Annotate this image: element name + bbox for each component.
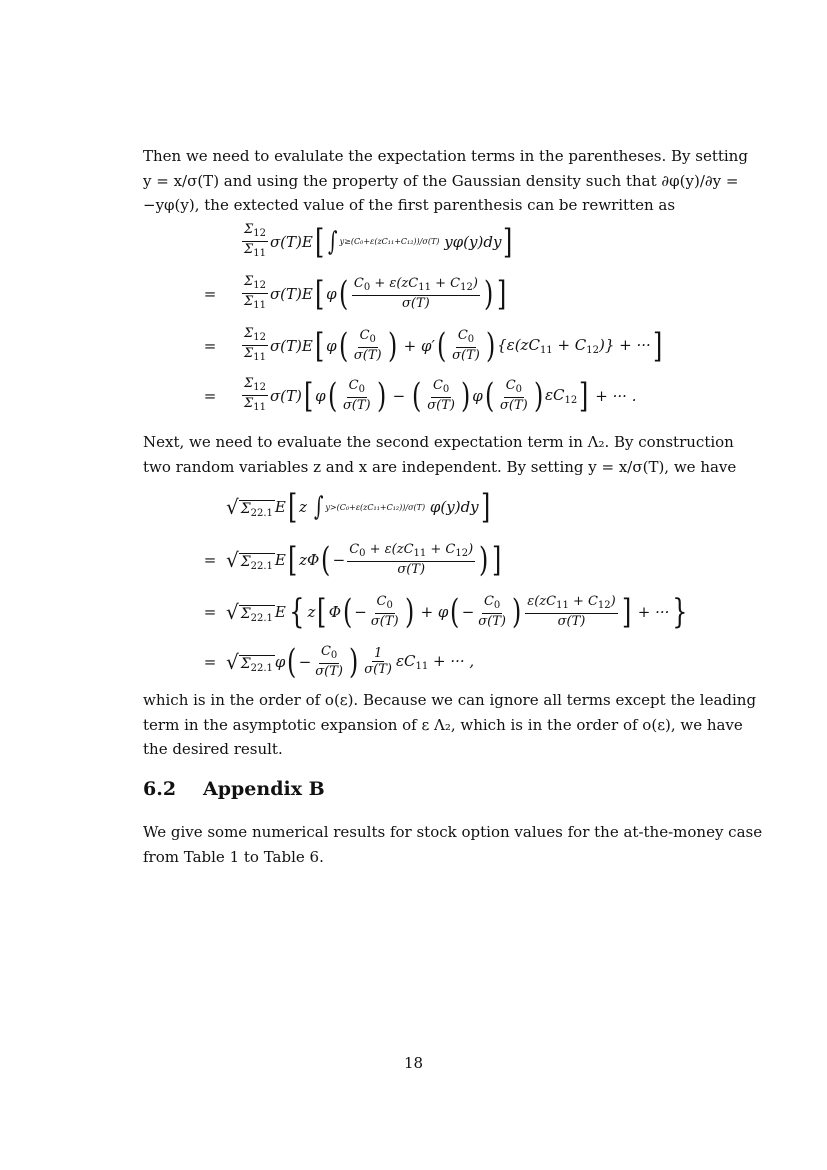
equation-row: = $\frac{\Sigma_{12}}{\Sigma_{11}}$ σ(T)E [ φ ( $\frac{C_0}{\sigma(T)}$ ) + φ′ ( $\frac{C_0}{\sigma(T)}$ ) $\{\varepsilon(zC_{11} + C_{12})\}$ + ··· ] [203, 325, 663, 366]
text-line: −yφ(y), the extected value of the first parenthesis can be rewritten as [143, 196, 676, 214]
equation-row: √ $\Sigma_{22.1}$ E [ z ∫ y>(C₀+ε(zC₁₁+C₁₂))/σ(T) φ(y)dy ] [226, 487, 490, 527]
text-line: Then we need to evalulate the expectation terms in the parentheses. By setting [143, 147, 748, 165]
paragraph-order-conclusion [143, 688, 757, 762]
equation-row: = √ $\Sigma_{22.1}$ φ ( − $\frac{C_0}{\sigma(T)}$ ) $\frac{1}{\sigma(T)}$ $\varepsilon C_{11}$ + ··· , [203, 641, 475, 682]
page-number: 18 [403, 1054, 424, 1072]
text-line: the desired result. [143, 740, 283, 758]
equation-row: = $\frac{\Sigma_{12}}{\Sigma_{11}}$ σ(T) [ φ ( $\frac{C_0}{\sigma(T)}$ ) − ( $\frac{C_0}{\sigma(T)}$ ) φ ( $\frac{C_0}{\sigma(T)}$ ) $\varepsilon C_{12}$ ] + ··· . [203, 375, 637, 416]
section-title: Appendix B [203, 778, 325, 800]
text-line: two random variables z and x are independent. By setting y = x/σ(T), we have [143, 457, 737, 476]
text-line: which is in the order of o(ε). Because we can ignore all terms except the leading [143, 691, 757, 709]
equation-row: = $\frac{\Sigma_{12}}{\Sigma_{11}}$ σ(T)E [ φ ( $\frac{C_0 + \varepsilon(zC_{11} + C_{12})}{\sigma(T)}$ ) ] [203, 273, 507, 314]
text-line: We give some numerical results for stock option values for the at-the-money case [143, 823, 763, 841]
text-line: term in the asymptotic expansion of ε Λ₂, which is in the order of o(ε), we have [143, 715, 743, 734]
section-number: 6.2 [143, 778, 177, 800]
paragraph-expectation-intro [143, 144, 748, 218]
text-line: y = x/σ(T) and using the property of the Gaussian density such that ∂φ(y)/∂y = [143, 171, 739, 190]
equation-row: $\frac{\Sigma_{12}}{\Sigma_{11}}$ σ(T)E [ ∫ y≥(C₀+ε(zC₁₁+C₁₂))/σ(T) yφ(y)dy ] [244, 221, 513, 262]
equation-row: = √ $\Sigma_{22.1}$ E [ zΦ ( − $\frac{C_0 + \varepsilon(zC_{11} + C_{12})}{\sigma(T)}$ ) ] [203, 539, 502, 580]
section-heading [143, 778, 325, 800]
paragraph-numerical-results [143, 820, 763, 869]
paragraph-second-expectation [143, 430, 737, 479]
equation-row: = √ $\Sigma_{22.1}$ E { z [ Φ ( − $\frac{C_0}{\sigma(T)}$ ) + φ ( − $\frac{C_0}{\sigma(T)}$ ) $\frac{\varepsilon(zC_{11} + C_{12})}{\sigma(T)}$ ] + ··· } [203, 591, 688, 632]
text-line: from Table 1 to Table 6. [143, 847, 324, 866]
text-line: Next, we need to evaluate the second expectation term in Λ₂. By construction [143, 433, 734, 451]
